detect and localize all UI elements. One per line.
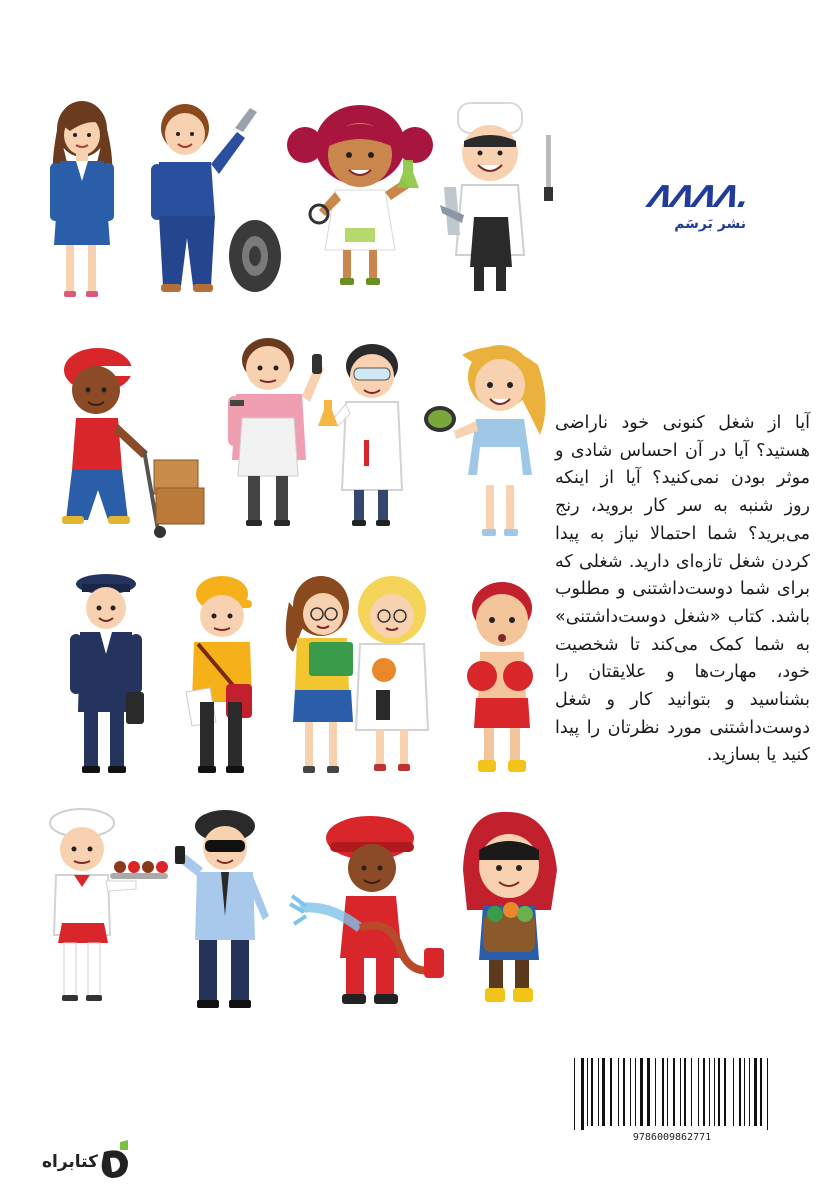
barcode-bars xyxy=(572,1058,772,1130)
chemist-illustration xyxy=(318,340,418,530)
isbn-barcode xyxy=(572,1058,772,1148)
barcode-bar xyxy=(673,1058,675,1126)
barcode-bar xyxy=(655,1058,656,1126)
publisher-name: نشر بَرسَم xyxy=(674,216,746,232)
publisher-logo-mark: ɅɅɅɅ. xyxy=(644,180,752,215)
waitress-illustration xyxy=(420,335,555,540)
barcode-bar xyxy=(724,1058,726,1126)
barcode-bar xyxy=(718,1058,720,1126)
barcode-bar xyxy=(698,1058,699,1126)
barcode-bar xyxy=(733,1058,734,1126)
barcode-bar xyxy=(680,1058,681,1126)
back-cover-blurb: آیا از شغل کنونی خود ناراضی هستید؟ آیا در آن احساس شادی و موثر بودن نمی‌کنید؟ آیا از اینکه روز شنبه به سر کار بروید، رنج می‌برید؟ شما احتمالا نیاز به پیدا کردن شغل تازه‌ای دارید. شغلی که برای شما دوست‌داشتنی و مطلوب باشد. کتاب «شغل دوست‌داشتنی» به شما کمک می‌کند تا شخصیت خود، مهارت‌ها و علایقتان را بشناسید و بتوانید کار و شغل دوست‌داشتنی مورد نظرتان را پیدا کنید یا بسازید. xyxy=(555,413,810,766)
ketabrah-name: کتابراه xyxy=(41,1152,98,1172)
barcode-bar xyxy=(602,1058,605,1126)
barcode-bar xyxy=(618,1058,619,1126)
barcode-bar xyxy=(574,1058,575,1130)
barcode-bar xyxy=(744,1058,745,1126)
barcode-bar xyxy=(703,1058,705,1126)
postman-illustration xyxy=(182,572,272,777)
barcode-bar xyxy=(691,1058,692,1126)
farmer-girl-illustration xyxy=(455,810,565,1015)
barcode-bar xyxy=(667,1058,668,1126)
boxer-illustration xyxy=(452,578,552,778)
ketabrah-icon xyxy=(98,1140,132,1180)
delivery-boy-illustration xyxy=(48,340,208,540)
doctor-illustration xyxy=(348,570,438,775)
barcode-bar xyxy=(749,1058,750,1126)
firefighter-illustration xyxy=(290,808,460,1008)
barcode-bar xyxy=(767,1058,768,1130)
chef-illustration xyxy=(440,95,560,300)
barcode-bar xyxy=(598,1058,599,1126)
baker-illustration xyxy=(40,805,175,1005)
barcode-bar xyxy=(754,1058,757,1126)
barcode-bar xyxy=(760,1058,762,1126)
barcode-bar xyxy=(581,1058,584,1130)
pilot-illustration xyxy=(68,572,148,777)
barcode-bar xyxy=(587,1058,588,1126)
barcode-bar xyxy=(640,1058,643,1126)
barcode-bar xyxy=(591,1058,593,1126)
barcode-bar xyxy=(709,1058,710,1126)
security-guard-illustration xyxy=(175,806,285,1011)
barcode-bar xyxy=(630,1058,631,1126)
isbn-number: 9786009862771 xyxy=(632,1132,712,1143)
barcode-bar xyxy=(684,1058,686,1126)
barcode-bar xyxy=(623,1058,625,1126)
mechanic-illustration xyxy=(145,98,285,298)
barcode-bar xyxy=(647,1058,650,1126)
hairdresser-illustration xyxy=(220,330,330,530)
barcode-bar xyxy=(635,1058,636,1126)
barcode-bar xyxy=(739,1058,741,1126)
barcode-bar xyxy=(714,1058,715,1126)
ketabrah-logo xyxy=(42,1140,132,1184)
barcode-bar xyxy=(662,1058,664,1126)
barcode-bar xyxy=(610,1058,612,1126)
publisher-logo xyxy=(608,180,752,240)
scientist-girl-illustration xyxy=(285,100,435,290)
businesswoman-illustration xyxy=(40,95,125,300)
